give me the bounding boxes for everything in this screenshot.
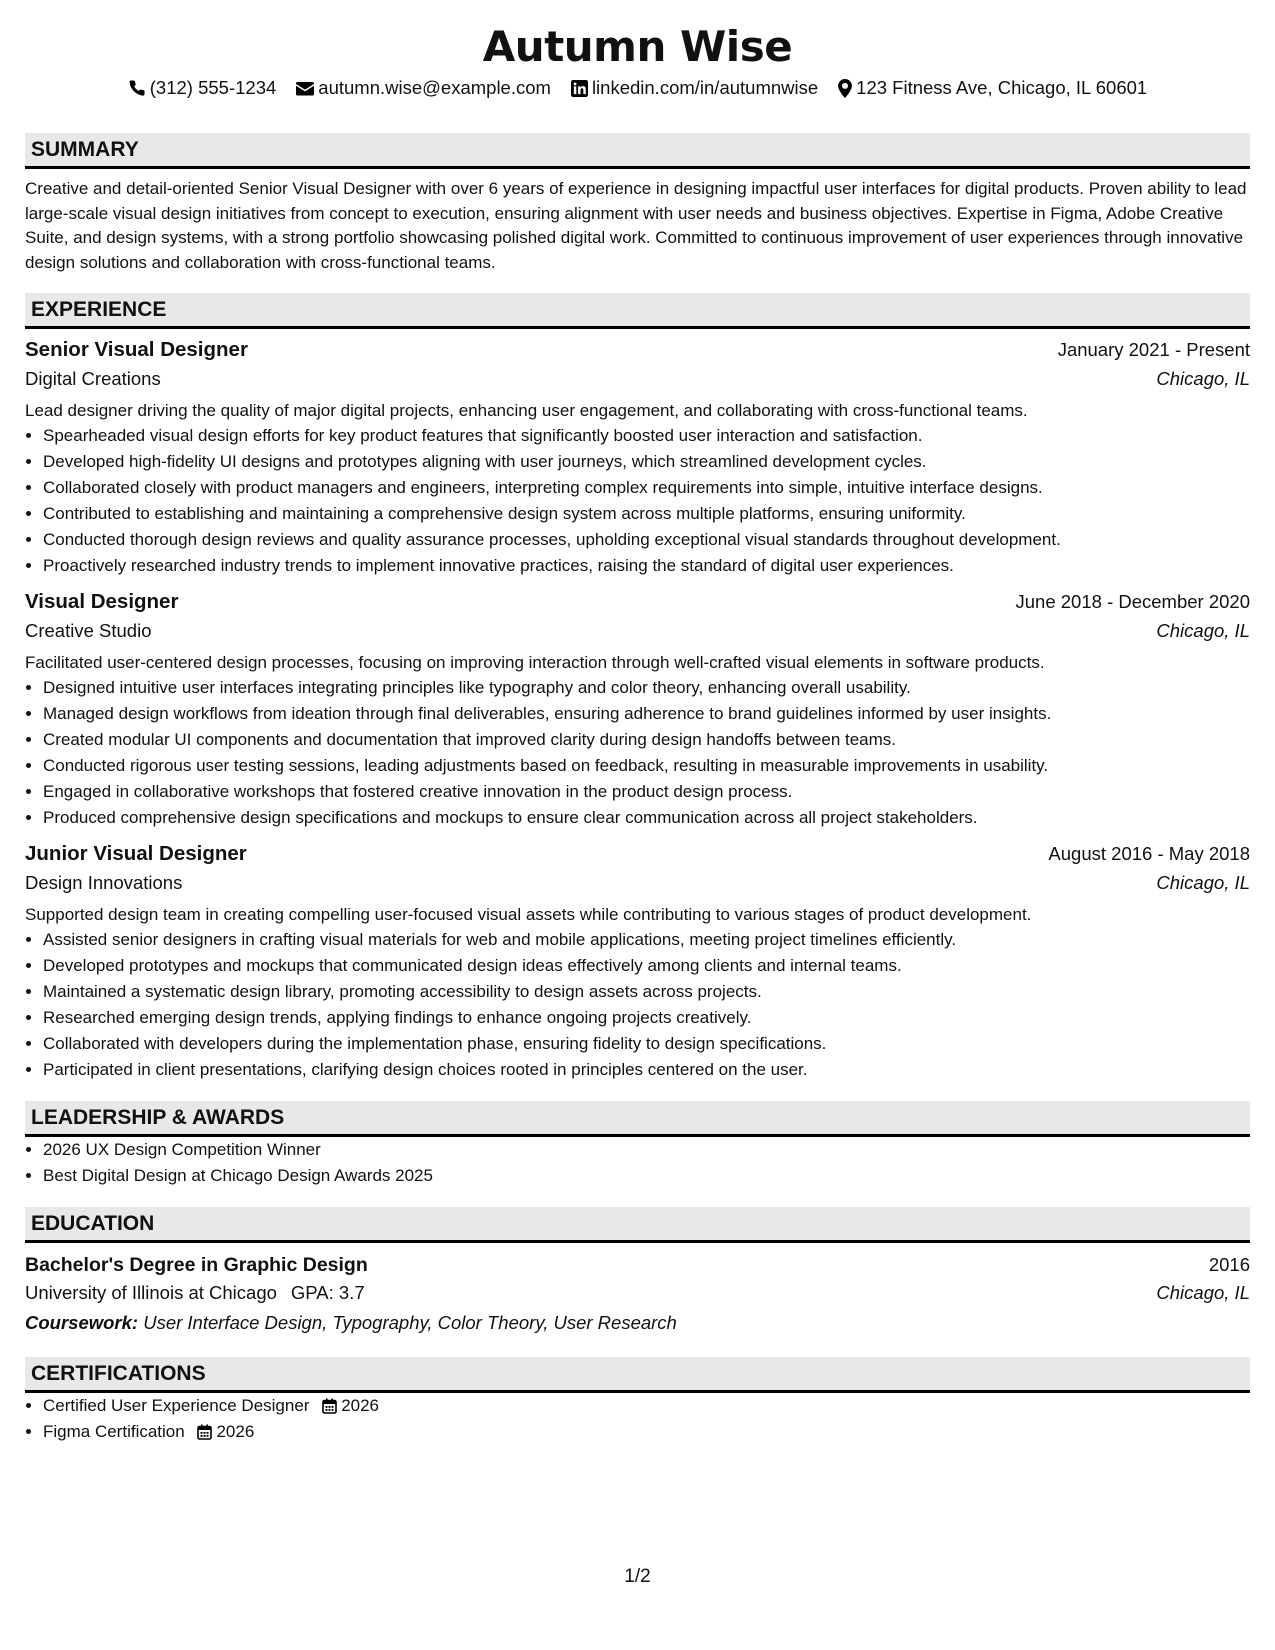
contact-phone	[128, 75, 277, 101]
list-item: • Participated in client presentations, clarifying design choices rooted in principles centered on the user.	[43, 1057, 1250, 1083]
certification-year: 2026	[216, 1422, 255, 1441]
job-header-row	[25, 839, 1250, 869]
job-dates: August 2016 - May 2018	[1048, 843, 1250, 864]
coursework-list: User Interface Design, Typography, Color Theory, User Research	[143, 1312, 677, 1333]
list-item: • Collaborated with developers during the implementation phase, ensuring fidelity to design specifications.	[43, 1031, 1250, 1057]
contact-email[interactable]	[296, 75, 551, 101]
job-bullet-list	[25, 423, 1250, 579]
job-entry	[25, 587, 1250, 831]
list-item: • Created modular UI components and documentation that improved clarity during design handoffs between teams.	[43, 727, 1250, 753]
job-company-row	[25, 869, 1250, 897]
list-item	[43, 1393, 1250, 1419]
street-address: 123 Fitness Ave, Chicago, IL 60601	[856, 77, 1148, 98]
list-item: • Researched emerging design trends, applying findings to enhance ongoing projects creatively.	[43, 1005, 1250, 1031]
calendar-icon	[322, 1398, 337, 1414]
list-item: • Proactively researched industry trends to implement innovative practices, raising the standard of digital user experiences.	[43, 553, 1250, 579]
job-company: Creative Studio	[25, 620, 152, 641]
job-company-row	[25, 365, 1250, 393]
job-location: Chicago, IL	[1156, 368, 1250, 389]
resume-header	[25, 22, 1250, 101]
job-description: Lead designer driving the quality of major digital projects, enhancing user engagement, and collaborating with cross-functional teams.	[25, 401, 1028, 420]
phone-icon	[128, 79, 146, 97]
degree-title: Bachelor's Degree in Graphic Design	[25, 1254, 368, 1276]
list-item: • Developed high-fidelity UI designs and prototypes aligning with user journeys, which streamlined development cycles.	[43, 449, 1250, 475]
list-item: • Engaged in collaborative workshops that fostered creative innovation in the product design process.	[43, 779, 1250, 805]
contact-bar	[25, 75, 1250, 101]
list-item: • Produced comprehensive design specifications and mockups to ensure clear communication across all project stakeholders.	[43, 805, 1250, 831]
certification-name: Certified User Experience Designer	[43, 1396, 310, 1415]
phone-number: (312) 555-1234	[149, 77, 277, 98]
section-heading-experience: EXPERIENCE	[25, 293, 1250, 329]
gpa: GPA: 3.7	[290, 1282, 365, 1303]
coursework	[25, 1307, 1250, 1339]
job-bullet-list	[25, 675, 1250, 831]
job-location: Chicago, IL	[1156, 872, 1250, 893]
section-heading-leadership-awards: LEADERSHIP & AWARDS	[25, 1101, 1250, 1137]
list-item: • Maintained a systematic design library, promoting accessibility to design assets across projects.	[43, 979, 1250, 1005]
list-item	[43, 1419, 1250, 1445]
job-title: Senior Visual Designer	[25, 338, 248, 361]
list-item: • Assisted senior designers in crafting visual materials for web and mobile applications, meeting project timelines efficiently.	[43, 927, 1250, 953]
job-dates: January 2021 - Present	[1057, 339, 1250, 360]
contact-linkedin[interactable]	[571, 75, 818, 101]
school-location: Chicago, IL	[1156, 1282, 1250, 1303]
map-pin-icon	[838, 79, 852, 98]
job-header-row	[25, 587, 1250, 617]
graduation-year: 2016	[1208, 1254, 1250, 1275]
list-item: • Designed intuitive user interfaces integrating principles like typography and color theory, enhancing overall usability.	[43, 675, 1250, 701]
linkedin-icon	[571, 80, 588, 97]
education-entry	[25, 1251, 1250, 1339]
resume-page	[25, 22, 1250, 1445]
list-item: • Conducted rigorous user testing sessions, leading adjustments based on feedback, resulting in measurable improvements in usability.	[43, 753, 1250, 779]
job-dates: June 2018 - December 2020	[1015, 591, 1250, 612]
job-location: Chicago, IL	[1156, 620, 1250, 641]
section-heading-certifications: CERTIFICATIONS	[25, 1357, 1250, 1393]
school-name: University of Illinois at Chicago	[25, 1282, 277, 1303]
job-company: Design Innovations	[25, 872, 183, 893]
page-number: 1/2	[624, 1566, 651, 1587]
linkedin-url[interactable]: linkedin.com/in/autumnwise	[591, 77, 819, 98]
list-item: • Developed prototypes and mockups that communicated design ideas effectively among clients and internal teams.	[43, 953, 1250, 979]
job-entry	[25, 839, 1250, 1083]
certifications-list	[25, 1393, 1250, 1445]
awards-list	[25, 1137, 1250, 1189]
list-item: • Spearheaded visual design efforts for key product features that significantly boosted user interaction and satisfaction.	[43, 423, 1250, 449]
section-heading-education: EDUCATION	[25, 1207, 1250, 1243]
coursework-label: Coursework:	[25, 1312, 139, 1333]
summary-text: Creative and detail-oriented Senior Visual Designer with over 6 years of experience in designing impactful user interfaces for digital products. Proven ability to lead large-scale visual design initiatives from concept to execution, ensuring alignment with user needs and business objectives. Expertise in Figma, Adobe Creative Suite, and design systems, with a strong portfolio showcasing polished digital work. Committed to continuous improvement of user experiences through innovative design solutions and collaboration with cross-functional teams.	[25, 179, 1247, 272]
job-company-row	[25, 617, 1250, 645]
list-item: • 2026 UX Design Competition Winner	[43, 1137, 1250, 1163]
job-header-row	[25, 335, 1250, 365]
job-bullet-list	[25, 927, 1250, 1083]
list-item: • Conducted thorough design reviews and quality assurance processes, upholding exceptional visual standards throughout development.	[43, 527, 1250, 553]
candidate-name: Autumn Wise	[482, 22, 793, 71]
email-address[interactable]: autumn.wise@example.com	[318, 77, 551, 98]
job-company: Digital Creations	[25, 368, 161, 389]
envelope-icon	[296, 80, 314, 96]
list-item: • Managed design workflows from ideation through final deliverables, ensuring adherence to brand guidelines informed by user insights.	[43, 701, 1250, 727]
certification-year: 2026	[341, 1396, 380, 1415]
job-description: Facilitated user-centered design processes, focusing on improving interaction through well-crafted visual elements in software products.	[25, 653, 1045, 672]
list-item: • Contributed to establishing and maintaining a comprehensive design system across multiple platforms, ensuring uniformity.	[43, 501, 1250, 527]
calendar-icon	[197, 1424, 212, 1440]
section-heading-summary: SUMMARY	[25, 133, 1250, 169]
education-header-row	[25, 1251, 1250, 1279]
job-description: Supported design team in creating compelling user-focused visual assets while contributing to various stages of product development.	[25, 905, 1032, 924]
education-school-row	[25, 1279, 1250, 1307]
job-title: Visual Designer	[25, 590, 179, 613]
certification-name: Figma Certification	[43, 1422, 185, 1441]
job-title: Junior Visual Designer	[25, 842, 247, 865]
contact-address	[838, 75, 1147, 101]
list-item: • Best Digital Design at Chicago Design Awards 2025	[43, 1163, 1250, 1189]
list-item: • Collaborated closely with product managers and engineers, interpreting complex requirements into simple, intuitive interface designs.	[43, 475, 1250, 501]
job-entry	[25, 335, 1250, 579]
school-info	[25, 1279, 365, 1307]
